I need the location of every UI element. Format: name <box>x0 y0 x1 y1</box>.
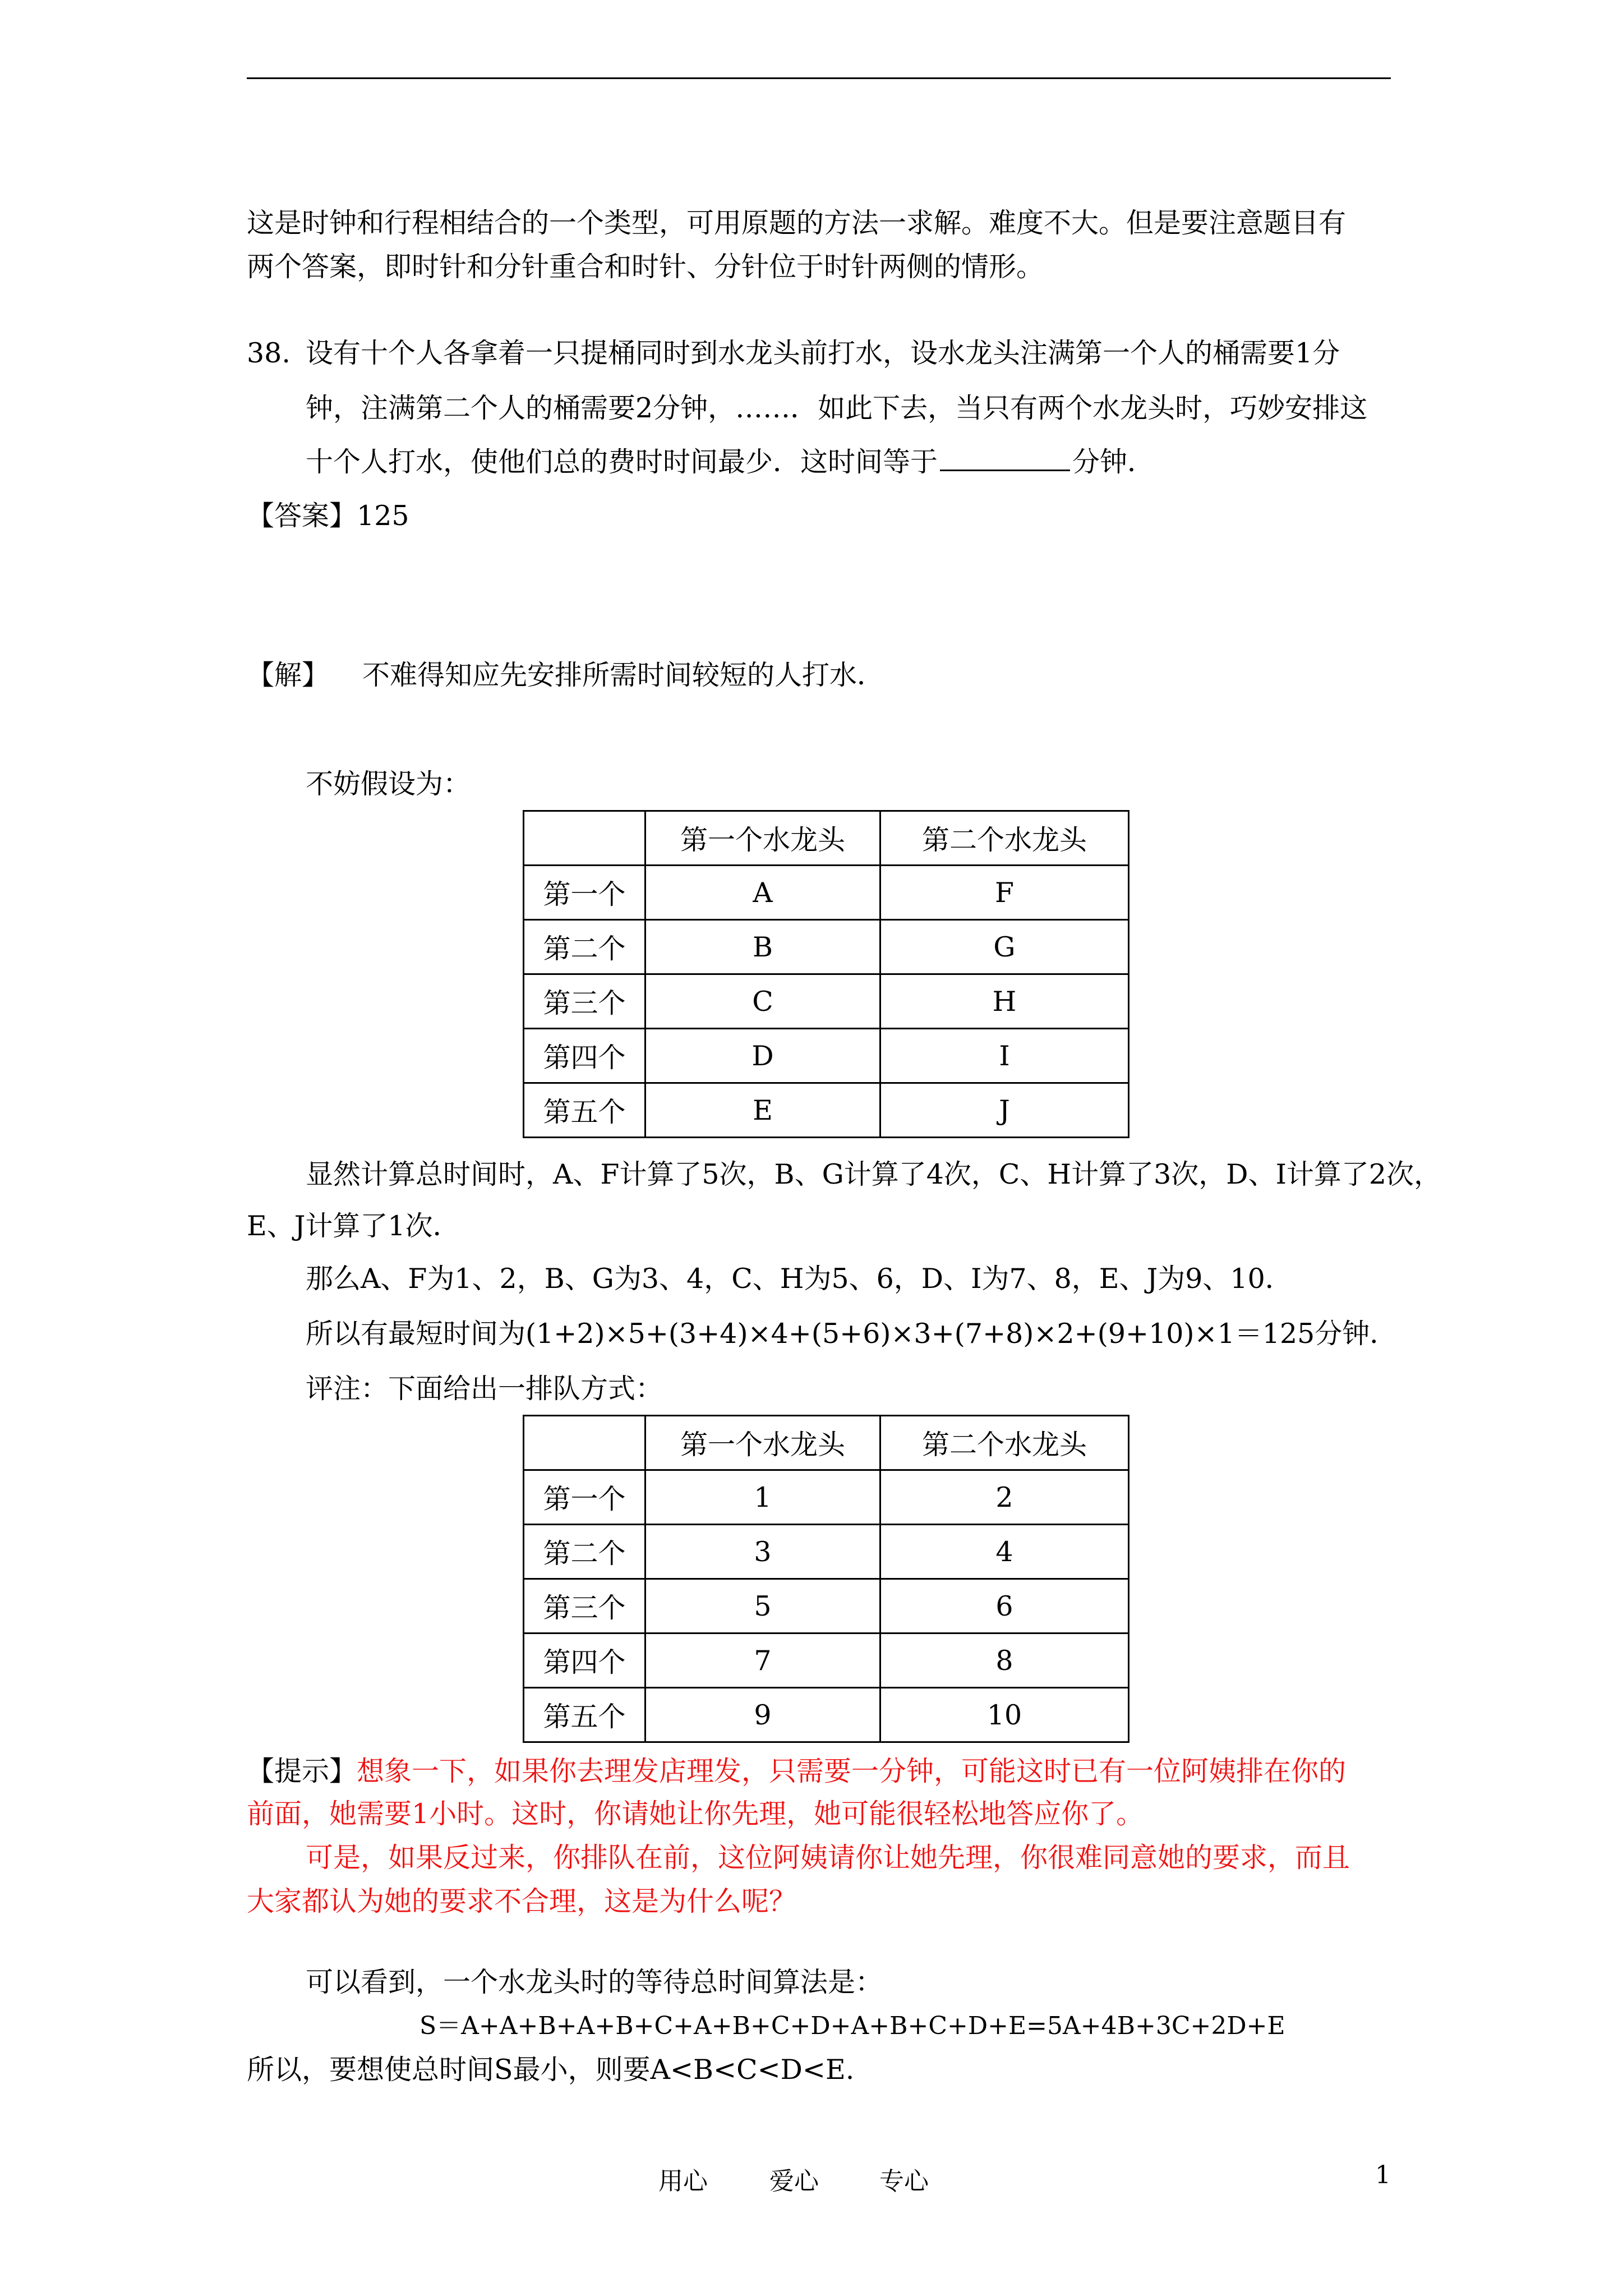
problem-line-3-before: 十个人打水，使他们总的费时时间最少．这时间等于 <box>306 446 938 478</box>
table-row-label: 第二个 <box>524 920 645 974</box>
table-row <box>524 866 1129 920</box>
conclusion-line-1: 可以看到，一个水龙头时的等待总时间算法是： <box>306 1966 883 1998</box>
table-row-label: 第四个 <box>524 1634 645 1688</box>
table-cell: J <box>880 1083 1129 1138</box>
table-row <box>524 1688 1129 1742</box>
table-header-row <box>524 811 1129 866</box>
table-header-cell: 第二个水龙头 <box>880 811 1129 866</box>
explain-line-2: E、J计算了1次． <box>247 1210 460 1242</box>
table-cell: 4 <box>880 1525 1129 1579</box>
problem-number: 38. <box>247 337 291 369</box>
answer-blank <box>940 446 1070 471</box>
problem-line-3-after: 分钟． <box>1072 446 1155 478</box>
table-cell: A <box>645 866 880 920</box>
table-cell: 9 <box>645 1688 880 1742</box>
answer <box>247 494 409 539</box>
table-cell: E <box>645 1083 880 1138</box>
table-assignment-numbers <box>523 1415 1129 1743</box>
header-rule <box>247 77 1391 79</box>
table-cell: B <box>645 920 880 974</box>
table-assignment-letters <box>523 810 1129 1138</box>
page-number: 1 <box>1375 2161 1391 2189</box>
table-header-cell: 第一个水龙头 <box>645 811 880 866</box>
hint-line-4: 大家都认为她的要求不合理，这是为什么呢？ <box>247 1885 797 1917</box>
table-cell: 6 <box>880 1579 1129 1634</box>
table-row-label: 第五个 <box>524 1083 645 1138</box>
table-row <box>524 1634 1129 1688</box>
table-header-row <box>524 1416 1129 1470</box>
table-row <box>524 1029 1129 1083</box>
table-cell: F <box>880 866 1129 920</box>
table-cell: 1 <box>645 1470 880 1525</box>
table-cell: 10 <box>880 1688 1129 1742</box>
table-row-label: 第四个 <box>524 1029 645 1083</box>
table-row <box>524 1525 1129 1579</box>
table-cell: D <box>645 1029 880 1083</box>
table-row <box>524 974 1129 1029</box>
solution-label: 【解】 <box>247 659 330 691</box>
table-row <box>524 1470 1129 1525</box>
table-cell: 8 <box>880 1634 1129 1688</box>
table-cell: I <box>880 1029 1129 1083</box>
hint-line-3: 可是，如果反过来，你排队在前，这位阿姨请你让她先理，你很难同意她的要求，而且 <box>306 1842 1350 1874</box>
conclusion-formula: S＝A+A+B+A+B+C+A+B+C+D+A+B+C+D+E=5A+4B+3C+2D+E <box>419 2012 1285 2040</box>
table-cell: 5 <box>645 1579 880 1634</box>
footer-text-1: 用心 <box>658 2167 708 2196</box>
problem-line-2: 钟，注满第二个人的桶需要2分钟，……．如此下去，当只有两个水龙头时，巧妙安排这 <box>306 392 1368 424</box>
footer-text-3: 专心 <box>879 2167 929 2196</box>
conclusion-line-2: 所以，要想使总时间S最小，则要A<B<C<D<E. <box>247 2054 855 2086</box>
table-cell: 7 <box>645 1634 880 1688</box>
table-row <box>524 920 1129 974</box>
table-cell: G <box>880 920 1129 974</box>
table-header-cell: 第一个水龙头 <box>645 1416 880 1470</box>
explain-line-1: 显然计算总时间时，A、F计算了5次，B、G计算了4次，C、H计算了3次，D、I计算了2次， <box>306 1158 1442 1190</box>
explain-line-3: 那么A、F为1、2，B、G为3、4，C、H为5、6，D、I为7、8，E、J为9、10． <box>306 1263 1293 1295</box>
table-row <box>524 1083 1129 1138</box>
table-row-label: 第三个 <box>524 974 645 1029</box>
problem-line-1: 设有十个人各拿着一只提桶同时到水龙头前打水，设水龙头注满第一个人的桶需要1分 <box>306 337 1340 369</box>
hint-text-1: 想象一下，如果你去理发店理发，只需要一分钟，可能这时已有一位阿姨排在你的 <box>357 1755 1347 1787</box>
table-cell: C <box>645 974 880 1029</box>
hint-line-2: 前面，她需要1小时。这时，你请她让你先理，她可能很轻松地答应你了。 <box>247 1798 1144 1830</box>
answer-label: 【答案】 <box>247 500 357 532</box>
hint-label: 【提示】 <box>247 1755 357 1787</box>
solution-text: 不难得知应先安排所需时间较短的人打水． <box>362 659 885 691</box>
intro-line-1: 这是时钟和行程相结合的一个类型，可用原题的方法一求解。难度不大。但是要注意题目有 <box>247 207 1347 239</box>
intro-line-2: 两个答案，即时针和分针重合和时针、分针位于时针两侧的情形。 <box>247 251 1044 283</box>
problem-line-3 <box>306 440 1155 485</box>
table-row-label: 第一个 <box>524 1470 645 1525</box>
table-row-label: 第三个 <box>524 1579 645 1634</box>
table-cell: 2 <box>880 1470 1129 1525</box>
table-row <box>524 1579 1129 1634</box>
explain-line-4: 所以有最短时间为(1+2)×5+(3+4)×4+(5+6)×3+(7+8)×2+(9+10)×1＝125分钟． <box>306 1318 1398 1350</box>
table-header-cell: 第二个水龙头 <box>880 1416 1129 1470</box>
table-row-label: 第二个 <box>524 1525 645 1579</box>
footer-text-2: 爱心 <box>769 2167 819 2196</box>
hint-line-1 <box>247 1749 1346 1794</box>
answer-value: 125 <box>357 500 409 532</box>
comment-line: 评注：下面给出一排队方式： <box>306 1373 663 1405</box>
table-header-cell <box>524 811 645 866</box>
table-row-label: 第五个 <box>524 1688 645 1742</box>
solution-assume: 不妨假设为： <box>306 768 471 800</box>
table-row-label: 第一个 <box>524 866 645 920</box>
table-cell: 3 <box>645 1525 880 1579</box>
table-cell: H <box>880 974 1129 1029</box>
table-header-cell <box>524 1416 645 1470</box>
